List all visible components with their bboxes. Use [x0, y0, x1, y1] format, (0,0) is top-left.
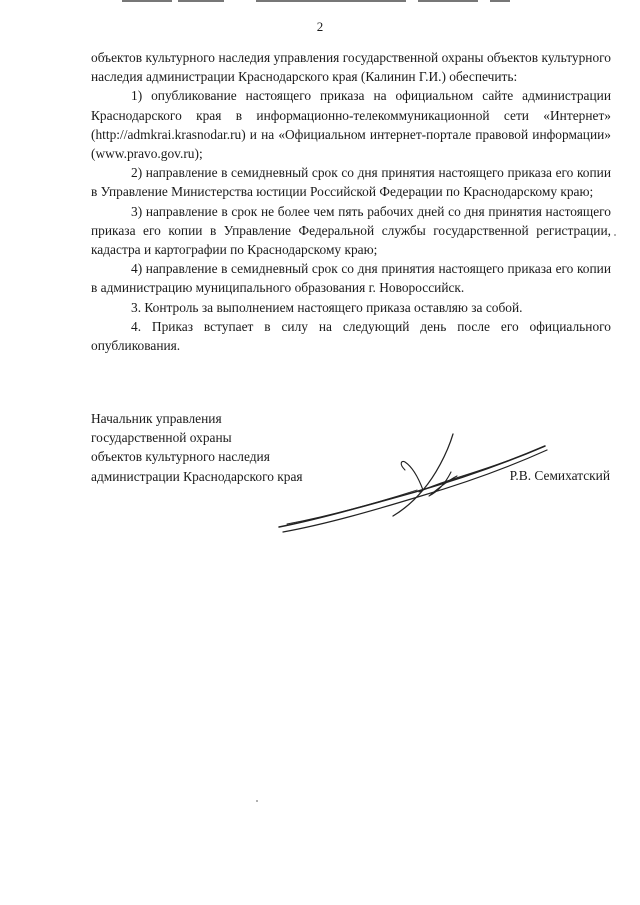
scan-speck — [256, 800, 258, 802]
scan-artifact-line — [418, 0, 478, 2]
signer-title-line: Начальник управления — [91, 411, 222, 426]
paragraph-item-4: 4) направление в семидневный срок со дня принятия настоящего приказа его копии в администрацию муниципального образования г. Новороссийск. — [91, 261, 611, 296]
scan-artifact-line — [256, 0, 406, 2]
paragraph-item-2: 2) направление в семидневный срок со дня принятия настоящего приказа его копии в Управление Министерства юстиции Российской Федерации по Краснодарскому краю; — [91, 165, 611, 200]
signer-title-line: администрации Краснодарского края — [91, 468, 303, 484]
paragraph-item-3: 3) направление в срок не более чем пять рабочих дней со дня принятия настоящего приказа его копии в Управление Федеральной службы государственной регистрации, кадастра и картографии по Краснодарскому краю; — [91, 203, 611, 258]
paragraph-clause-3: 3. Контроль за выполнением настоящего приказа оставляю за собой. — [131, 299, 523, 315]
page-number: 2 — [316, 19, 324, 34]
paragraph-clause-4: 4. Приказ вступает в силу на следующий день после его официального опубликования. — [91, 318, 611, 354]
signer-title-line: государственной охраны — [91, 430, 232, 446]
signer-title-line: объектов культурного наследия — [91, 449, 270, 465]
paragraph-intro: объектов культурного наследия управления государственной охраны объектов культурного наследия администрации Краснодарского края (Калинин Г.И.) обеспечить: — [91, 50, 611, 85]
signer-name: Р.В. Семихатский — [509, 468, 610, 483]
scan-artifact-line — [178, 0, 224, 2]
paragraph-item-1: 1) опубликование настоящего приказа на официальном сайте администрации Краснодарского края в информационно-телекоммуникационной сети «Интернет» (http://admkrai.krasnodar.ru) и на «Официальном интернет-портале правовой информации» (www.pravo.gov.ru); — [91, 88, 611, 162]
scan-artifact-line — [490, 0, 510, 2]
scan-artifact-line — [122, 0, 172, 2]
document-body — [91, 48, 611, 355]
scan-speck — [614, 234, 616, 236]
